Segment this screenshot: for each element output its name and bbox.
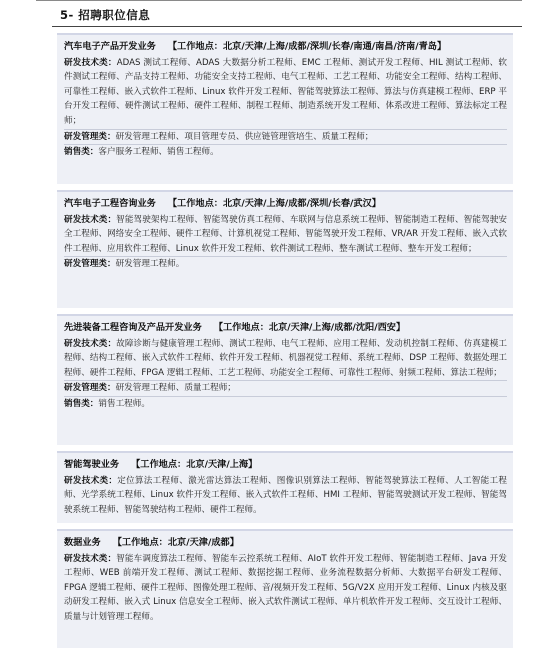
- job-row: [64, 56, 507, 129]
- row-value: 研发管理工程师。: [115, 259, 185, 270]
- card-title: [64, 321, 507, 336]
- card-title: [64, 197, 507, 212]
- job-row: [64, 144, 507, 160]
- row-label: 研发管理类：: [64, 259, 116, 270]
- work-location: 【工作地点：北京/天津/上海/成都/深圳/长春/南通/南昌/济南/青岛】: [167, 41, 447, 52]
- row-value: 智能车调度算法工程师、智能车云控系统工程师、AIoT 软件开发工程师、智能制造工程师、Java 开发工程师、WEB 前端开发工程师、测试工程师、数据挖掘工程师、业务流程数据分析师、大数据平台研发工程师、FPGA 逻辑工程师、硬件工程师、图像处理工程师、音/视频开发工程师、5G/V2X 应用开发工程师、Linux 内核及驱动研发工程师、嵌入式 Linux 信息安全工程师、嵌入式软件测试工程师、单片机软件开发工程师、交互设计工程师、质量与计划管理工程师。: [64, 553, 507, 622]
- business-name: 数据业务: [64, 537, 101, 548]
- row-label: 研发技术类：: [64, 553, 117, 564]
- row-value: 研发管理工程师、项目管理专员、供应链管理管培生、质量工程师；: [115, 131, 374, 142]
- work-location: 【工作地点：北京/天津/成都】: [112, 537, 239, 548]
- card-title: [64, 536, 507, 551]
- business-name: 汽车电子工程咨询业务: [64, 198, 156, 209]
- job-row: [64, 552, 507, 625]
- row-value: ADAS 测试工程师、ADAS 大数据分析工程师、EMC 工程师、测试开发工程师、HIL 测试工程师、软件测试工程师、产品支持工程师、功能安全支持工程师、电气工程师、工艺工程师、功能安全工程师、结构工程师、可靠性工程师、嵌入式软件工程师、Linux 软件开发工程师、智能驾驶算法工程师、算法与仿真建模工程师、ERP 平台开发工程师、硬件测试工程师、硬件工程师、制程工程师、制造系统开发工程师、体系改进工程师、算法标定工程师；: [64, 57, 507, 126]
- job-card-data-business: [57, 529, 513, 648]
- row-label: 研发管理类：: [64, 383, 116, 394]
- row-value: 研发管理工程师、质量工程师；: [115, 383, 236, 394]
- row-label: 研发技术类：: [64, 57, 117, 68]
- job-row: [64, 337, 507, 381]
- job-row: [64, 129, 507, 145]
- row-label: 研发技术类：: [64, 475, 118, 486]
- business-name: 汽车电子产品开发业务: [64, 41, 156, 52]
- work-location: 【工作地点：北京/天津/上海/成都/深圳/长春/武汉】: [167, 198, 381, 209]
- business-name: 智能驾驶业务: [64, 459, 120, 470]
- row-label: 研发技术类：: [64, 338, 117, 349]
- work-location: 【工作地点：北京/天津/上海】: [131, 459, 258, 470]
- row-label: 销售类：: [64, 398, 99, 409]
- work-location: 【工作地点：北京/天津/上海/成都/沈阳/西安】: [213, 322, 406, 333]
- row-value: 定位算法工程师、激光雷达算法工程师、图像识别算法工程师、智能驾驶算法工程师、人工智能工程师、光学系统工程师、Linux 软件开发工程师、嵌入式软件工程师、HMI 工程师、智能驾驶测试开发工程师、智能驾驶系统工程师、智能驾驶结构工程师、硬件工程师。: [64, 475, 507, 515]
- row-value: 客户服务工程师、销售工程师。: [98, 147, 219, 158]
- business-name: 先进装备工程咨询及产品开发业务: [64, 322, 202, 333]
- job-card-advanced-equipment: [57, 314, 513, 445]
- job-row: [64, 380, 507, 396]
- card-title: [64, 40, 507, 55]
- job-row: [64, 256, 507, 272]
- job-card-intelligent-driving: [57, 451, 513, 523]
- job-row: [64, 213, 507, 257]
- job-row: [64, 474, 507, 518]
- job-card-auto-electronics-consulting: [57, 190, 513, 308]
- row-value: 智能驾驶架构工程师、智能驾驶仿真工程师、车联网与信息系统工程师、智能制造工程师、智能驾驶安全工程师、网络安全工程师、硬件工程师、计算机视觉工程师、智能驾驶开发工程师、VR/AR 开发工程师、嵌入式软件工程师、应用软件工程师、Linux 软件开发工程师、软件测试工程师、整车测试工程师、整车开发工程师；: [64, 214, 507, 254]
- row-label: 销售类：: [64, 147, 99, 158]
- row-label: 研发管理类：: [64, 131, 116, 142]
- row-label: 研发技术类：: [64, 214, 117, 225]
- card-title: [64, 458, 507, 473]
- job-row: [64, 396, 507, 412]
- row-value: 故障诊断与健康管理工程师、测试工程师、电气工程师、应用工程师、发动机控制工程师、仿真建模工程师、结构工程师、嵌入式软件工程师、软件开发工程师、机器视觉工程师、系统工程师、DSP 工程师、数据处理工程师、硬件工程师、FPGA 逻辑工程师、工艺工程师、功能安全工程师、可靠性工程师、射频工程师、算法工程师；: [64, 338, 507, 378]
- section-title: 5- 招聘职位信息: [60, 8, 151, 22]
- section-rule: [52, 26, 522, 27]
- top-rule: [36, 0, 522, 1]
- job-card-auto-electronics-product: [57, 33, 513, 184]
- row-value: 销售工程师。: [98, 398, 150, 409]
